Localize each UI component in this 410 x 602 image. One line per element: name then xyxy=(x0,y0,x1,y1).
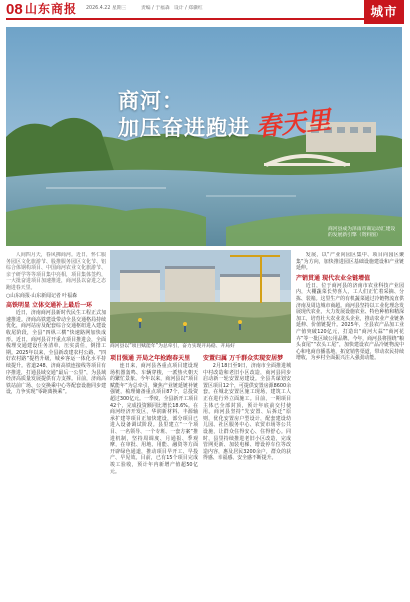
body-parks-continued: 发展，以“产业向园区集中、项目向园区聚集”为方向，加快推进园区基础设施建设和产业链延伸。 xyxy=(296,252,404,272)
article-byline: ○山东商报·山东新闻记者 叶福森 xyxy=(6,292,77,299)
article-lead: 人间四月天，春风拂商河。近日，怀仁服务园区文化旅游节、股推服务园区文化节、铝综合体钢构项目、中国商河农业文化旅游节、亲子研学等等项目集中亮相，项目集体签约，一大批奋进项目加速推进，商河县以奋进之态跑进春天里。 xyxy=(6,252,106,291)
subhead-transport: 高铁明显 立体交通补上最后一环 xyxy=(6,302,93,310)
subhead-projects: 项目强通 开局之年抢跑春天里 xyxy=(110,355,191,362)
editor-credit: 责编 / 于福森 xyxy=(141,6,170,11)
body-projects: 连日来，商河县各重点项目建设现场机器轰鸣、车辆穿梭，一派热火朝天的繁忙景象。今年以来，商河县以“项目赋能年”为总牵引，聚焦产业链延链补链强链，梳理储备重点项目87个，总投资超过300亿元。一季度，全县新开工项目42个，完成投资额同比增长18.6%。在商河经济开发区，华润新材料、丰源轴承扩建等项目正加快建设，部分项目已进入设备调试阶段。县里建立“一个项目、一名领导、一个专班、一套方案”推进机制，坚持周调度、月通报、季观摩，在审批、用地、用能、融资等方面开辟绿色通道，推动项目早开工、早投产、早见效。目前，已有15个项目完成竣工验收，预计年内新增产值超50亿元。 xyxy=(110,363,198,475)
masthead xyxy=(6,0,404,20)
hero-headline-line1: 商河： xyxy=(118,89,184,113)
hero-photo-caption: 商河县成为泽雨市商运动汇建设的发展新引擎（资料图） xyxy=(328,227,396,238)
hero-headline-accent: 春天里 xyxy=(254,105,333,142)
project-photo-illustration xyxy=(110,250,291,343)
hero-photo xyxy=(6,27,402,246)
body-housing: 2月18日至9日，济南市全面推进城中村改造和老旧小区改造，商河县同步启动新一轮安置房建设。全县共谋划安置区项目12个，可提供安置房源8600余套。在城北安置区施工现场，建筑工人正在进行外立面施工。目前，一期项目主体已全部封顶，预计年底前交付使用。商河县坚持“先安置、后拆迁”原则，优化安置房户型设计，配套建设幼儿园、社区服务中心、农贸市场等公共设施，让群众住得安心、住得舒心。同时，县里持续推进老旧小区改造，完成管网更新、加装电梯、增设停车位等改造内容，惠及居民3200余户，群众的获得感、幸福感、安全感不断提升。 xyxy=(203,363,291,462)
subhead-agriculture: 产销贯通 现代农业全链增值 xyxy=(296,274,371,282)
project-photo-caption: 商河县以“项目赋能年”为总牵引，奋力实现开局稳、开局好 xyxy=(110,344,235,349)
issue-date: 2026.4.22 星期三 xyxy=(86,6,127,11)
column-3 xyxy=(203,352,291,598)
hero-headline-line2: 加压奋进跑进 xyxy=(118,116,250,140)
column-2 xyxy=(110,352,198,598)
column-4 xyxy=(296,252,404,598)
body-agriculture: 近日，位于商河县的济南市农业科技产业园内，大棚蔬菜长势喜人，工人们正忙着采摘、分拣、装箱。这里生产的有机蔬菜通过冷链物流直供济南及周边城市商超。商河县坚持以工业化理念发展现代农业，大力发展设施农业、特色种植和精深加工，培育壮大农业龙头企业，推动农业产业链条延伸、价值链提升。2025年，全县农产品加工业产值突破120亿元，打造出“商河大蒜”“商河花卉”等一批区域公用品牌。今年，商河县将围绕“粮头食尾”“农头工尾”，加快建设农产品冷链物流中心和电商直播基地，拓宽销售渠道，带动农民持续增收，为乡村全面振兴注入强劲动能。 xyxy=(296,282,404,362)
subhead-housing: 安置归属 万千群众实现安居梦 xyxy=(203,355,284,362)
section-tag: 城市 xyxy=(364,0,404,24)
paper-name: 山东商报 xyxy=(25,2,78,16)
project-photo xyxy=(110,250,291,343)
page-number: 08 xyxy=(6,1,23,18)
body-transport: 近日，济南商河县新时代民生工程正式加速推进。济商高铁建设带动全县交通格局持续优化，商河站房及配套综合交通枢纽进入建设收尾阶段，全县“四纵三横”快速路网加快成形。近日，商河县召开重点项目推进会，全面梳理交通建设任务清单，压实责任，倒排工期。2025年以来，全县新改建农村公路、“四好农村路”提档升级，城乡客运一体化水平持续提升。省道248、济商高铁连接线等项目有序推进，打通县域交通“最后一公里”，为县域经济高质量发展提供有力支撑。目前，济商高铁站前广场、公交换乘中心等配套设施同步建设，力争实现“零距离换乘”。 xyxy=(6,310,106,396)
column-1 xyxy=(6,252,106,598)
masthead-rule xyxy=(6,18,366,20)
designer-credit: 设计 / 郑骥红 xyxy=(174,6,203,11)
